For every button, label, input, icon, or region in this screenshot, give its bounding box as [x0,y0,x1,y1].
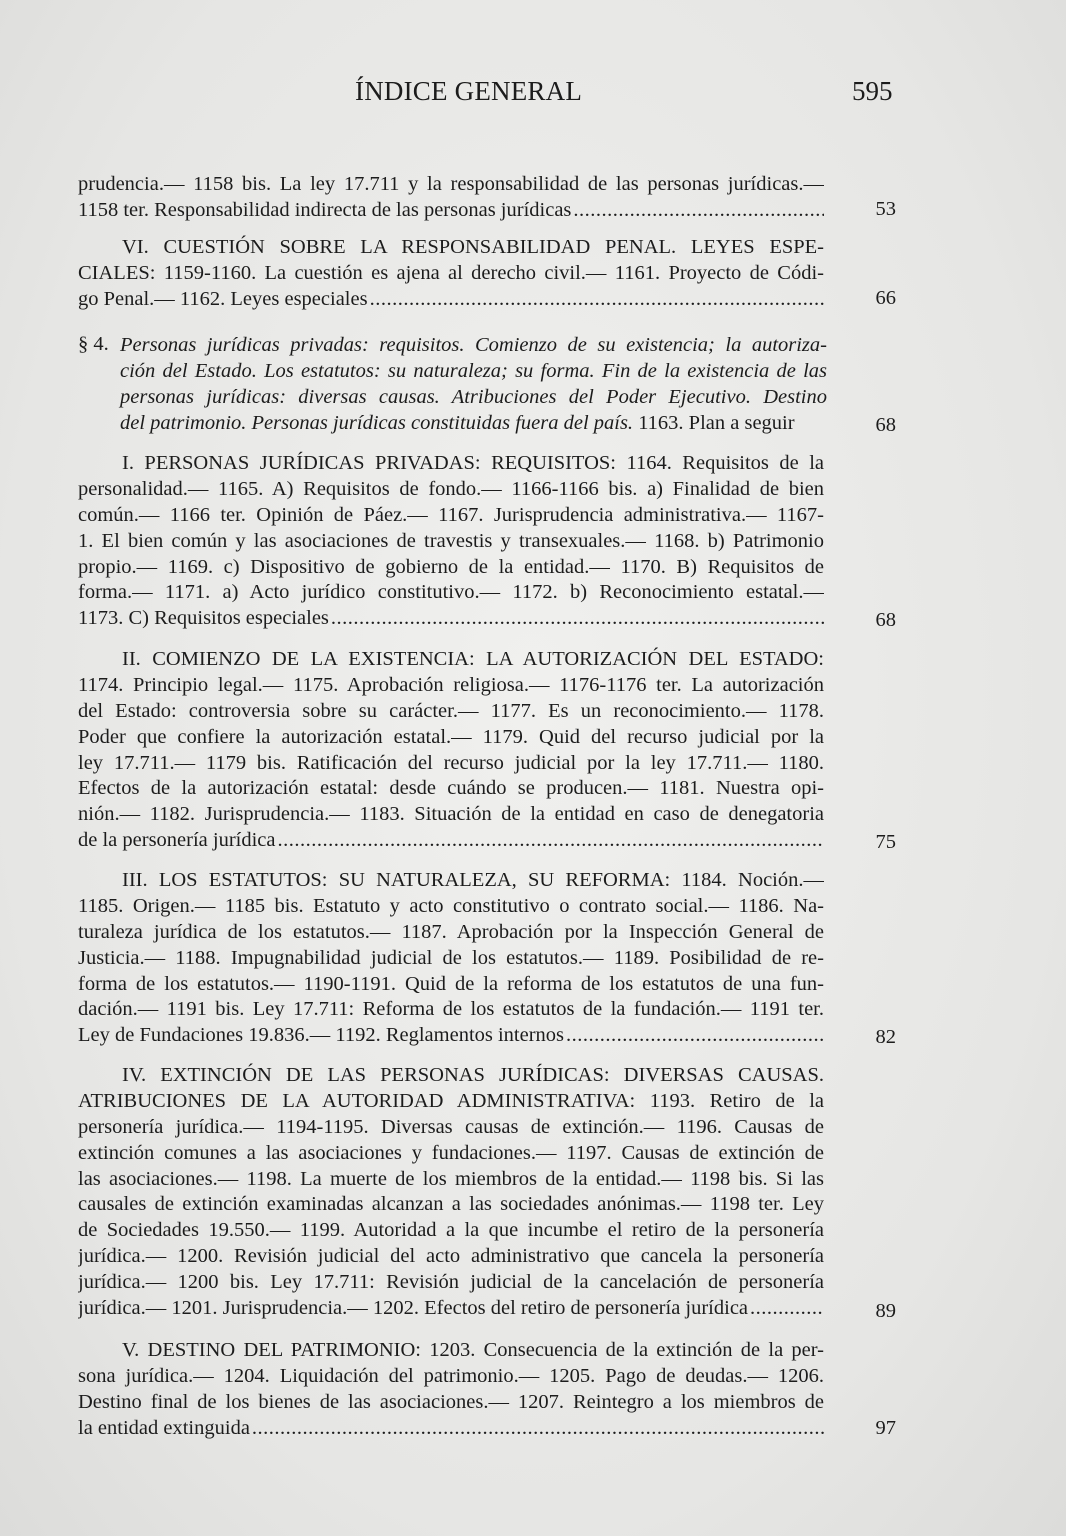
entry-line: turaleza jurídica de los estatutos.— 1187. Aprobación por la Inspección General de [78,920,824,943]
toc-entry [78,868,824,1049]
dot-leader [252,1416,824,1442]
entry-line: Poder que confiere la autorización estatal.— 1179. Quid del recurso judicial por la [78,725,824,748]
entry-page-number: 82 [875,1026,896,1048]
entry-line: Ley de Fundaciones 19.836.— 1192. Reglamentos internos [78,1024,565,1047]
entry-line: propio.— 1169. c) Dispositivo de gobierno de la entidad.— 1170. B) Requisitos de [78,555,824,578]
header-page-number: 595 [852,76,893,106]
entry-line: común.— 1166 ter. Opinión de Páez.— 1167. Jurisprudencia administrativa.— 1167- [78,503,824,526]
section-summary [120,333,827,437]
entry-line: 1163. Plan a seguir [633,411,795,434]
running-header [0,76,1066,116]
section-mark: § 4. [78,333,109,355]
entry-line: forma.— 1171. a) Acto jurídico constitutivo.— 1172. b) Reconocimiento estatal.— [78,581,824,604]
entry-line: personalidad.— 1165. A) Requisitos de fondo.— 1166-1166 bis. a) Finalidad de bien [78,477,824,500]
dot-leader [750,1296,824,1322]
entry-line: de la personería jurídica [78,829,276,852]
dot-leader [566,1023,824,1049]
entry-line: V. DESTINO DEL PATRIMONIO: 1203. Consecuencia de la extinción de la per- [122,1339,824,1361]
entry-line: 1185. Origen.— 1185 bis. Estatuto y acto constitutivo o contrato social.— 1186. Na- [78,894,824,917]
entry-line: personería jurídica.— 1194-1195. Diversas causas de extinción.— 1196. Causas de [78,1115,824,1138]
entry-line: del Estado: controversia sobre su carácter.— 1177. Es un reconocimiento.— 1178. [78,699,824,722]
entry-page-number: 97 [875,1417,896,1439]
entry-line: go Penal.— 1162. Leyes especiales [78,287,368,310]
dot-leader [573,198,824,224]
entry-line: de Sociedades 19.550.— 1199. Autoridad a la que incumbe el retiro de la personería [78,1219,824,1242]
entry-line: ley 17.711.— 1179 bis. Ratificación del recurso judicial por la ley 17.711.— 1180. [78,751,824,774]
entry-line: 1174. Principio legal.— 1175. Aprobación religiosa.— 1176-1176 ter. La autorización [78,673,824,696]
dot-leader [331,606,824,632]
entry-line: Destino final de los bienes de las asociaciones.— 1207. Reintegro a los miembros de [78,1390,824,1413]
entry-line: sona jurídica.— 1204. Liquidación del patrimonio.— 1205. Pago de deudas.— 1206. [78,1364,824,1387]
entry-page-number: 53 [875,198,896,220]
toc-entry [78,1063,824,1322]
entry-line: VI. CUESTIÓN SOBRE LA RESPONSABILIDAD PENAL. LEYES ESPE- [122,236,824,258]
entry-line: las asociaciones.— 1198. La muerte de los miembros de la entidad.— 1198 bis. Si las [78,1167,824,1190]
entry-line: III. LOS ESTATUTOS: SU NATURALEZA, SU REFORMA: 1184. Noción.— [122,869,824,891]
entry-line: extinción comunes a las asociaciones y fundaciones.— 1197. Causas de extinción de [78,1141,824,1164]
entry-page-number: 89 [875,1300,896,1322]
entry-line: I. PERSONAS JURÍDICAS PRIVADAS: REQUISITOS: 1164. Requisitos de la [122,452,824,474]
toc-entry [78,451,824,632]
entry-page-number: 75 [875,831,896,853]
entry-line: prudencia.— 1158 bis. La ley 17.711 y la responsabilidad de las personas jurídicas.— [78,173,824,195]
entry-line: Personas jurídicas privadas: requisitos. Comienzo de su existencia; la autoriza- [120,334,827,356]
entry-line: IV. EXTINCIÓN DE LAS PERSONAS JURÍDICAS: DIVERSAS CAUSAS. [122,1064,824,1086]
entry-page-number: 68 [875,414,896,436]
entry-page-number: 68 [875,609,896,631]
dot-leader [278,828,824,854]
toc-entry [78,172,824,224]
entry-line: del patrimonio. Personas jurídicas constituidas fuera del país. [120,411,634,434]
entry-line: Efectos de la autorización estatal: desde cuándo se producen.— 1181. Nuestra opi- [78,777,824,800]
entry-line: II. COMIENZO DE LA EXISTENCIA: LA AUTORIZACIÓN DEL ESTADO: [122,648,824,670]
entry-page-number: 66 [875,287,896,309]
toc-entry [78,647,824,854]
entry-line: dación.— 1191 bis. Ley 17.711: Reforma de los estatutos de la fundación.— 1191 ter. [78,998,824,1021]
entry-line: Justicia.— 1188. Impugnabilidad judicial de los estatutos.— 1189. Posibilidad de re- [78,946,824,969]
header-title: ÍNDICE GENERAL [355,76,583,106]
entry-line: 1. El bien común y las asociaciones de travestis y transexuales.— 1168. b) Patrimonio [78,529,824,552]
toc-entry [78,1338,824,1442]
entry-line: jurídica.— 1200. Revisión judicial del acto administrativo que cancela la personería [78,1245,824,1268]
entry-line: 1173. C) Requisitos especiales [78,607,329,630]
entry-line: 1158 ter. Responsabilidad indirecta de las personas jurídicas [78,198,572,221]
entry-line: causales de extinción examinadas alcanzan a las sociedades anónimas.— 1198 ter. Ley [78,1193,824,1216]
entry-line: CIALES: 1159-1160. La cuestión es ajena al derecho civil.— 1161. Proyecto de Códi- [78,261,824,284]
entry-line: jurídica.— 1201. Jurisprudencia.— 1202. Efectos del retiro de personería jurídica [78,1297,749,1320]
entry-line: jurídica.— 1200 bis. Ley 17.711: Revisión judicial de la cancelación de personería [78,1271,824,1294]
entry-line: ción del Estado. Los estatutos: su naturaleza; su forma. Fin de la existencia de las [120,359,827,382]
entry-line: ATRIBUCIONES DE LA AUTORIDAD ADMINISTRATIVA: 1193. Retiro de la [78,1089,824,1112]
entry-line: forma de los estatutos.— 1190-1191. Quid de la reforma de los estatutos de una fun- [78,972,824,995]
toc-entry [78,235,824,313]
entry-line: personas jurídicas: diversas causas. Atribuciones del Poder Ejecutivo. Destino [120,385,827,408]
dot-leader [370,287,824,313]
entry-line: la entidad extinguida [78,1416,250,1439]
entry-line: nión.— 1182. Jurisprudencia.— 1183. Situación de la entidad en caso de denegatoria [78,803,824,826]
